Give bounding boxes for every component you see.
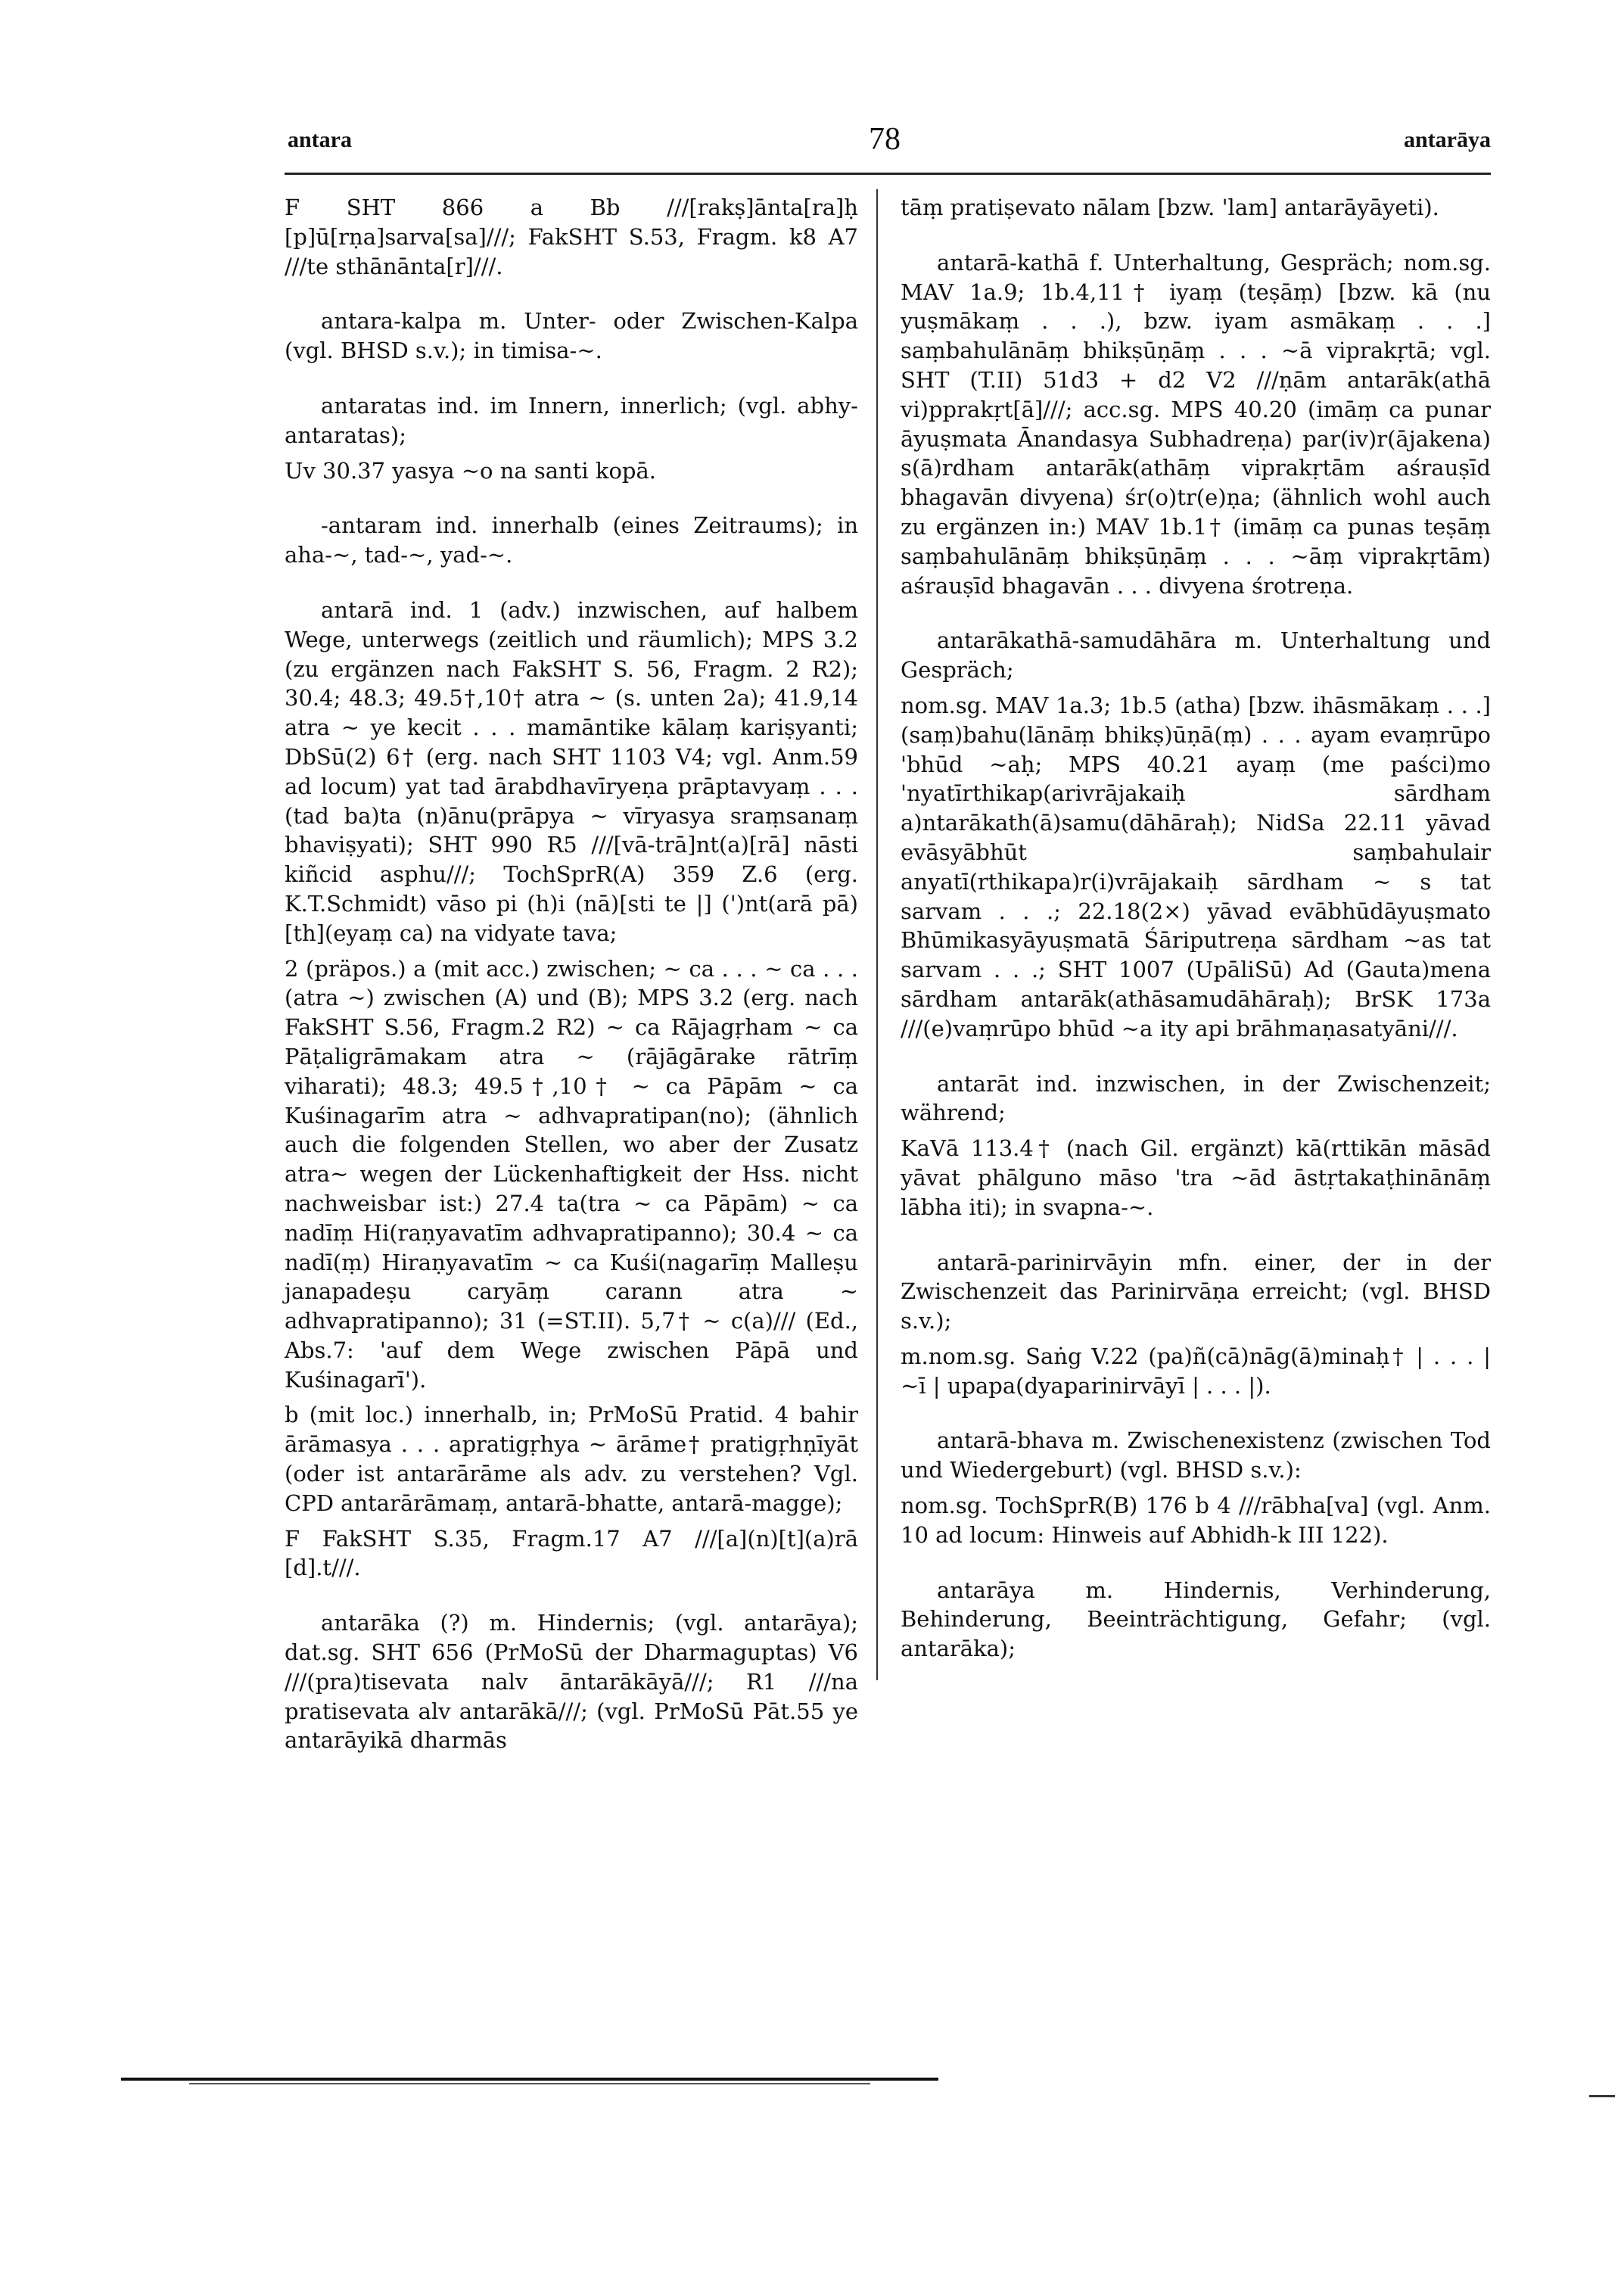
citations-antara-bhava: nom.sg. TochSprR(B) 176 b 4 ///rābha[va] (vgl. Anm. 10 ad locum: Hinweis auf Abhidh-k III 122). [901, 1493, 1491, 1548]
entry-antaraka: antarāka (?) m. Hindernis; (vgl. antarāya); dat.sg. SHT 656 (PrMoSū der Dharmaguptas) V6 ///(pra)tisevata nalv āntarākāyā///; R1 ///na pratisevata alv antarākā///; (vgl. PrMoSū Pāt.55 ye antarāyikā dharmās [285, 1610, 858, 1754]
left-column [285, 193, 858, 1755]
entry-antarakatha-samudahara: antarākathā-samudāhāra m. Unterhaltung und Gespräch; [901, 627, 1491, 683]
page-number: 78 [869, 122, 901, 157]
footer-rule [121, 2078, 938, 2081]
entry-continuation: F SHT 866 a Bb ///[rakṣ]ānta[ra]ḥ [p]ū[rṇa]sarva[sa]///; FakSHT S.53, Fragm. k8 A7 ///te sthānānta[r]///. [285, 195, 858, 279]
entry-antara-prapos-b: b (mit loc.) innerhalb, in; PrMoSū Pratid. 4 bahir ārāmasya . . . apratigṛhya ~ ārāme† pratigṛhṇīyāt (oder ist antarārāme als adv. zu verstehen? Vgl. CPD antarārāmaṃ, antarā-bhatte, antarā-magge); [285, 1402, 858, 1516]
footer-rule-secondary [189, 2083, 870, 2084]
entry-antara-parinirvayin: antarā-parinirvāyin mfn. einer, der in der Zwischenzeit das Parinirvāṇa erreicht; (vgl. BHSD s.v.); [901, 1249, 1491, 1334]
entry-continuation-right: tāṃ pratiṣevato nālam [bzw. 'lam] antarāyāyeti). [901, 195, 1439, 220]
entry-antara-prapos-a: 2 (präpos.) a (mit acc.) zwischen; ~ ca . . . ~ ca . . . (atra ~) zwischen (A) und (B); MPS 3.2 (erg. nach FakSHT S.56, Fragm.2 R2) ~ ca Rājagṛham ~ ca Pāṭaligrāmakam atra ~ (rājāgārake rātrīṃ viharati); 48.3; 49.5†,10† ~ ca Pāpām ~ ca Kuśinagarīm atra ~ adhvapratipan(no); (ähnlich auch die folgenden Stellen, wo aber der Zusatz atra~ wegen der Lückenhaftigkeit der Hss. nicht nachweisbar ist:) 27.4 ta(tra ~ ca Pāpām) ~ ca nadīṃ Hi(raṇyavatīm adhvapratipanno); 30.4 ~ ca nadī(ṃ) Hiraṇyavatīm ~ ca Kuśi(nagarīṃ Malleṣu janapadeṣu caryāṃ carann atra ~ adhvapratipanno); 31 (=ST.II). 5,7† ~ c(a)/// (Ed., Abs.7: 'auf dem Wege zwischen Pāpā und Kuśinagarī'). [285, 955, 858, 1393]
header-rule [285, 173, 1491, 175]
entry-antaraya: antarāya m. Hindernis, Verhinderung, Behinderung, Beeinträchtigung, Gefahr; (vgl. antarāka); [901, 1577, 1491, 1662]
entry-antara-bhava: antarā-bhava m. Zwischenexistenz (zwischen Tod und Wiedergeburt) (vgl. BHSD s.v.): [901, 1427, 1491, 1483]
fragment-citation: F FakSHT S.35, Fragm.17 A7 ///[a](n)[t](a)rā [d].t///. [285, 1525, 858, 1581]
column-divider [876, 189, 878, 1680]
right-column [901, 193, 1491, 1664]
entry-antara-adv: antarā ind. 1 (adv.) inzwischen, auf halbem Wege, unterwegs (zeitlich und räumlich); MPS 3.2 (zu ergänzen nach FakSHT S. 56, Fragm. 2 R2); 30.4; 48.3; 49.5†,10† atra ~ (s. unten 2a); 41.9,14 atra ~ ye kecit . . . mamāntike kālaṃ kariṣyanti; DbSū(2) 6† (erg. nach SHT 1103 V4; vgl. Anm.59 ad locum) yat tad ārabdhavīryeṇa prāptavyaṃ . . . (tad ba)ta (n)ānu(prāpya ~ vīryasya sraṃsanaṃ bhaviṣyati); SHT 990 R5 ///[vā-trā]nt(a)[rā] nāsti kiñcid asphu///; TochSprR(A) 359 Z.6 (erg. K.T.Schmidt) vāso pi (h)i (nā)[sti te |] (')nt(arā pā)[th](eyaṃ ca) na vidyate tava; [285, 596, 858, 946]
citations-samudahara: nom.sg. MAV 1a.3; 1b.5 (atha) [bzw. ihāsmākaṃ . . .] (saṃ)bahu(lānāṃ bhikṣ)ūṇā(ṃ) . . . ayam evaṃrūpo 'bhūd ~aḥ; MPS 40.21 ayaṃ (me paści)mo 'nyatīrthikap(arivrājakaiḥ sārdham a)ntarākath(ā)samu(dāhāraḥ); NidSa 22.11 yāvad evāsyābhūt saṃbahulair anyatī(rthikapa)r(i)vrājakaiḥ sārdham ~ s tat sarvam . . .; 22.18(2×) yāvad evābhūdāyuṣmato Bhūmikasyāyuṣmatā Śāriputreṇa sārdham ~as tat sarvam . . .; SHT 1007 (UpāliSū) Ad (Gauta)mena sārdham antarāk(athāsamudāhāraḥ); BrSK 173a ///(e)vaṃrūpo bhūd ~a ity api brāhmaṇasatyāni///. [901, 692, 1491, 1041]
running-head-right: antarāya [1404, 127, 1491, 152]
entry-antara-kalpa: antara-kalpa m. Unter- oder Zwischen-Kalpa (vgl. BHSD s.v.); in timisa-~. [285, 308, 858, 364]
entry-antarat: antarāt ind. inzwischen, in der Zwischenzeit; während; [901, 1070, 1491, 1126]
citations-parinirvayin: m.nom.sg. Saṅg V.22 (pa)ñ(cā)nāg(ā)minaḥ† | . . . | ~ī | upapa(dyaparinirvāyī | . . . |). [901, 1343, 1491, 1399]
entry-antaram: -antaram ind. innerhalb (eines Zeitraums); in aha-~, tad-~, yad-~. [285, 512, 858, 568]
entry-antara-katha: antarā-kathā f. Unterhaltung, Gespräch; nom.sg. MAV 1a.9; 1b.4,11† iyaṃ (teṣāṃ) [bzw. kā (nu yuṣmākaṃ . . .), bzw. iyam asmākaṃ . . .] saṃbahulānāṃ bhikṣūṇāṃ . . . ~ā viprakṛtā; vgl. SHT (T.II) 51d3 + d2 V2 ///ṇām antarāk(athā vi)pprakṛt[ā]///; acc.sg. MPS 40.20 (imāṃ ca punar āyuṣmata Ānandasya Subhadreṇa) par(iv)r(ājakena) s(ā)rdham antarāk(athāṃ viprakṛtām aśrauṣīd bhagavān divyena) śr(o)tr(e)ṇa; (ähnlich wohl auch zu ergänzen in:) MAV 1b.1† (imāṃ ca punas teṣāṃ saṃbahulānāṃ bhikṣūṇāṃ . . . ~āṃ viprakṛtām) aśrauṣīd bhagavān . . . divyena śrotreṇa. [901, 249, 1491, 599]
corner-mark [1589, 2095, 1615, 2097]
citation-uv: Uv 30.37 yasya ~o na santi kopā. [285, 457, 656, 484]
entry-antaratas: antaratas ind. im Innern, innerlich; (vgl. abhy-antaratas); [285, 392, 858, 448]
running-head-left: antara [288, 127, 352, 152]
citations-antarat: KaVā 113.4† (nach Gil. ergänzt) kā(rttikān māsād yāvat phālguno māso 'tra ~ād āstṛtakaṭhinānāṃ lābha iti); in svapna-~. [901, 1135, 1491, 1220]
